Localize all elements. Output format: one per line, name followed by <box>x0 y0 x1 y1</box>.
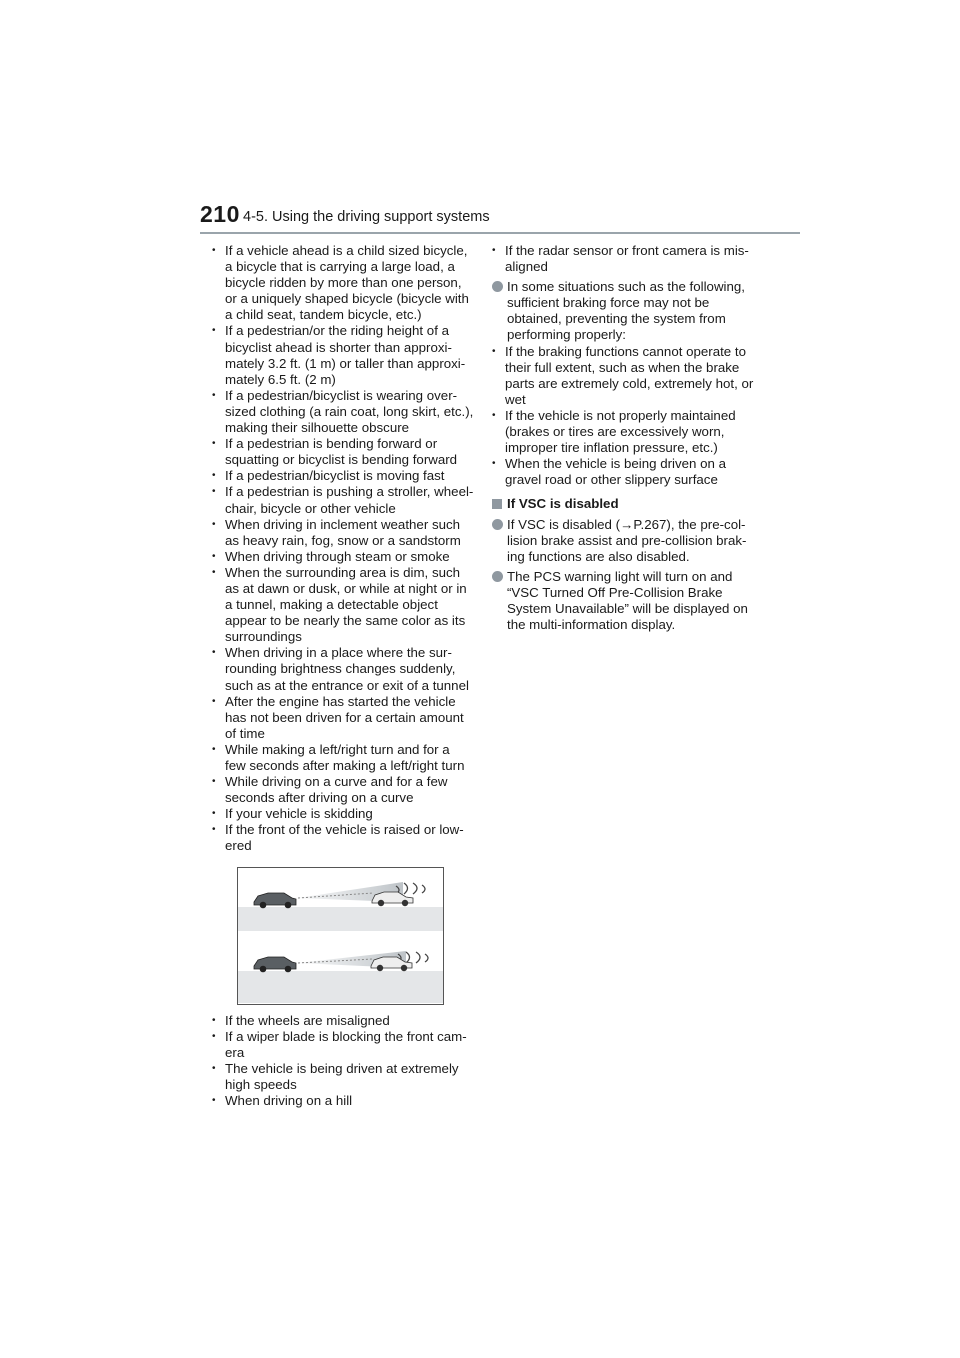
list-item: • If a vehicle ahead is a child sized bicycle, a bicycle that is carrying a large load, a bicycle ridden by more than one person, or a uniquely shaped bicycle (bicycle with a child seat, tandem bicycle, etc.) <box>212 243 474 323</box>
list-item: • If a pedestrian/bicyclist is moving fast <box>212 468 474 484</box>
page-number: 210 <box>200 201 240 227</box>
list-item: • If the vehicle is not properly maintained (brakes or tires are excessively worn, improper tire inflation pressure, etc.) <box>492 408 762 456</box>
list-item: • When driving in inclement weather such as heavy rain, fog, snow or a sandstorm <box>212 517 474 549</box>
list-item: • While making a left/right turn and for a few seconds after making a left/right turn <box>212 742 474 774</box>
list-item: • If a pedestrian/bicyclist is wearing over- sized clothing (a rain coat, long skirt, etc.), making their silhouette obscure <box>212 388 474 436</box>
note-text: In some situations such as the following, sufficient braking force may not be obtained, preventing the system from performing properly: <box>507 279 745 343</box>
list-item: • If a pedestrian is bending forward or squatting or bicyclist is bending forward <box>212 436 474 468</box>
list-item: • If your vehicle is skidding <box>212 806 474 822</box>
list-item: • If the wheels are misaligned <box>212 1013 474 1029</box>
radar-detection-graphic <box>238 868 443 1004</box>
subheading-text: If VSC is disabled <box>507 496 619 512</box>
circle-bullet-icon <box>492 281 503 292</box>
subheading <box>492 496 762 512</box>
list-item: • The vehicle is being driven at extremely high speeds <box>212 1061 474 1093</box>
list-item: • When the vehicle is being driven on a gravel road or other slippery surface <box>492 456 762 488</box>
list-item: • After the engine has started the vehicle has not been driven for a certain amount of time <box>212 694 474 742</box>
list-item: • When driving in a place where the sur- rounding brightness changes suddenly, such as at the entrance or exit of a tunnel <box>212 645 474 693</box>
note-item <box>492 517 762 565</box>
list-item: • If a pedestrian/or the riding height of a bicyclist ahead is shorter than approxi- mately 3.2 ft. (1 m) or taller than approxi- mately 6.5 ft. (2 m) <box>212 323 474 387</box>
left-column <box>212 243 474 1109</box>
list-item: • When driving through steam or smoke <box>212 549 474 565</box>
note-text: The PCS warning light will turn on and “VSC Turned Off Pre-Collision Brake System Unavailable” will be displayed on the multi-information display. <box>507 568 748 633</box>
list-item: • If the radar sensor or front camera is mis- aligned <box>492 243 762 275</box>
note-text: If VSC is disabled (→P.267), the pre-col- lision brake assist and pre-collision brak- ing functions are also disabled. <box>507 516 747 564</box>
list-item: • If a pedestrian is pushing a stroller, wheel- chair, bicycle or other vehicle <box>212 484 474 516</box>
list-item: • When driving on a hill <box>212 1093 474 1109</box>
circle-bullet-icon <box>492 519 503 530</box>
list-item: • If the front of the vehicle is raised or low- ered <box>212 822 474 854</box>
header-rule <box>200 232 800 234</box>
radar-detection-illustration <box>237 867 444 1005</box>
note-item <box>492 279 762 343</box>
note-item <box>492 569 762 633</box>
square-bullet-icon <box>492 499 502 509</box>
list-item: • When the surrounding area is dim, such as at dawn or dusk, or while at night or in a tunnel, making a detectable object appear to be nearly the same color as its surroundings <box>212 565 474 645</box>
right-column <box>492 243 762 633</box>
list-item: • While driving on a curve and for a few seconds after driving on a curve <box>212 774 474 806</box>
circle-bullet-icon <box>492 571 503 582</box>
list-item: • If a wiper blade is blocking the front cam- era <box>212 1029 474 1061</box>
section-title: 4-5. Using the driving support systems <box>243 209 490 225</box>
list-item: • If the braking functions cannot operate to their full extent, such as when the brake parts are extremely cold, extremely hot, or wet <box>492 344 762 408</box>
